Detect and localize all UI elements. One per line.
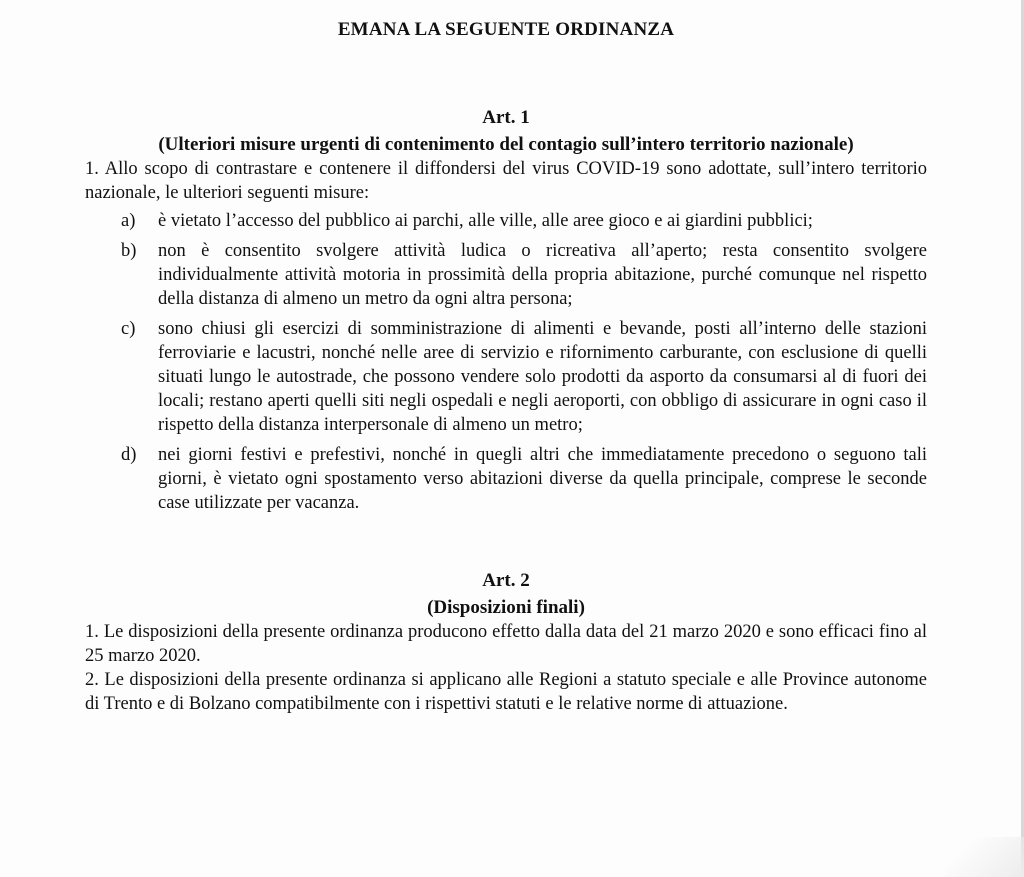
article-1-paragraph-1: 1. Allo scopo di contrastare e contenere il diffondersi del virus COVID-19 sono adottate, sull’intero territorio nazionale, le ulteriori seguenti misure:	[85, 159, 927, 203]
article-2-paragraph-1: 1. Le disposizioni della presente ordinanza producono effetto dalla data del 21 marzo 2020 e sono efficaci fino al 25 marzo 2020.	[85, 622, 927, 666]
list-marker: d)	[121, 445, 137, 465]
list-item-d	[85, 443, 927, 515]
article-1	[85, 106, 927, 515]
article-1-number: Art. 1	[482, 107, 530, 128]
list-marker: b)	[121, 241, 137, 261]
list-item-text: è vietato l’accesso del pubblico ai parchi, alle ville, alle aree gioco e ai giardini pubblici;	[158, 211, 813, 231]
article-2	[85, 569, 927, 716]
article-2-subtitle: (Disposizioni finali)	[427, 597, 585, 618]
list-item-text: sono chiusi gli esercizi di somministrazione di alimenti e bevande, posti all’interno delle stazioni ferroviarie e lacustri, nonché nelle aree di servizio e rifornimento carburante, con esclusione di quelli situati lungo le autostrade, che possono vendere solo prodotti da asporto da consumarsi al di fuori dei locali; restano aperti quelli siti negli ospedali e negli aeroporti, con obbligo di assicurare in ogni caso il rispetto della distanza interpersonale di almeno un metro;	[158, 319, 927, 435]
document-title: EMANA LA SEGUENTE ORDINANZA	[337, 19, 675, 40]
article-1-subtitle: (Ulteriori misure urgenti di contenimento del contagio sull’intero territorio nazionale)	[158, 134, 854, 155]
list-item-a	[85, 209, 927, 233]
page-corner-shadow	[914, 837, 1024, 877]
article-2-paragraph-2: 2. Le disposizioni della presente ordinanza si applicano alle Regioni a statuto speciale e alle Province autonome di Trento e di Bolzano compatibilmente con i rispettivi statuti e le relative norme di attuazione.	[85, 670, 927, 714]
article-2-number: Art. 2	[482, 570, 530, 591]
list-item-b	[85, 239, 927, 311]
list-item-c	[85, 317, 927, 437]
list-item-text: nei giorni festivi e prefestivi, nonché in quegli altri che immediatamente precedono o seguono tali giorni, è vietato ogni spostamento verso abitazioni diverse da quella principale, comprese le seconde case utilizzate per vacanza.	[158, 445, 927, 513]
ordinance-document	[85, 10, 927, 716]
list-marker: c)	[121, 319, 136, 339]
list-item-text: non è consentito svolgere attività ludica o ricreativa all’aperto; resta consentito svolgere individualmente attività motoria in prossimità della propria abitazione, purché comunque nel rispetto della distanza di almeno un metro da ogni altra persona;	[158, 241, 927, 309]
list-marker: a)	[121, 211, 136, 231]
article-1-measures-list	[85, 209, 927, 515]
